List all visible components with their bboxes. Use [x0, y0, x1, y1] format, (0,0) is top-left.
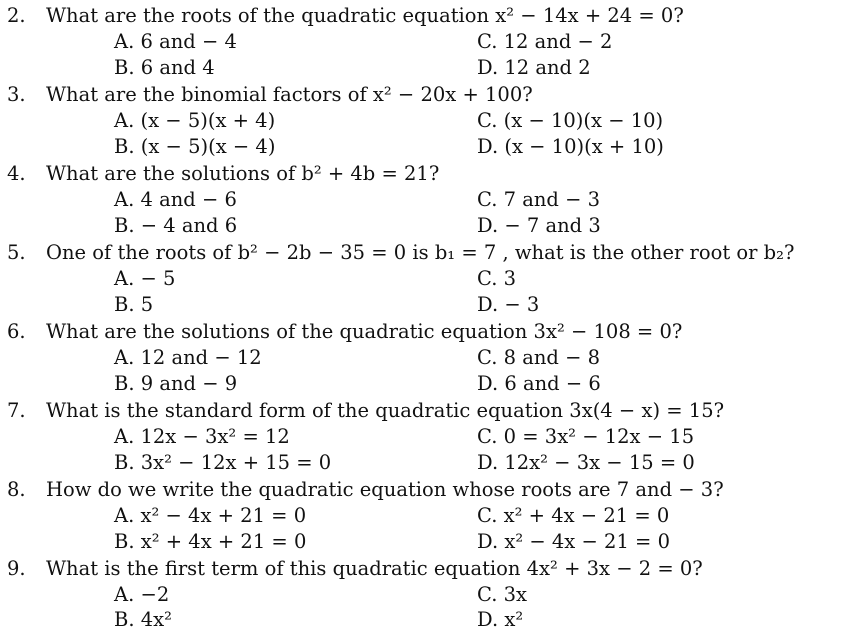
question-number: 6.: [7, 320, 26, 343]
question-number: 3.: [7, 83, 26, 106]
question-9-options-row-1: [0, 582, 851, 608]
question-number: 4.: [7, 162, 26, 185]
question-4-line: [0, 161, 851, 187]
option-b: [114, 371, 237, 397]
option-text: − 7 and 3: [504, 214, 601, 237]
option-letter: B.: [114, 530, 135, 553]
option-letter: A.: [114, 583, 135, 606]
option-text: 6 and 4: [140, 56, 215, 79]
option-a: [114, 345, 262, 371]
option-text: x² + 4x − 21 = 0: [503, 504, 670, 527]
question-3-line: [0, 82, 851, 108]
question-7-options-row-2: [0, 450, 851, 476]
option-text: 6 and − 4: [140, 30, 237, 53]
question-2-line: [0, 3, 851, 29]
question-2-options-row-1: [0, 29, 851, 55]
option-d: [477, 450, 695, 476]
option-d: [477, 529, 670, 555]
option-text: 8 and − 8: [503, 346, 601, 369]
option-letter: C.: [477, 109, 498, 132]
option-letter: B.: [114, 451, 135, 474]
option-text: −2: [140, 583, 170, 606]
question-8-options-row-1: [0, 503, 851, 529]
option-text: 12 and − 2: [503, 30, 613, 53]
option-letter: D.: [477, 451, 499, 474]
option-text: x² + 4x + 21 = 0: [140, 530, 307, 553]
option-b: [114, 292, 153, 318]
question-number: 8.: [7, 478, 26, 501]
question-number: 7.: [7, 399, 26, 422]
option-text: − 3: [504, 293, 540, 316]
question-4-options-row-2: [0, 213, 851, 239]
question-2-options-row-2: [0, 55, 851, 81]
question-7-line: [0, 398, 851, 424]
option-letter: C.: [477, 346, 498, 369]
option-c: [477, 503, 669, 529]
option-a: [114, 582, 169, 608]
option-text: (x − 5)(x + 4): [140, 109, 276, 132]
option-d: [477, 607, 523, 633]
option-letter: B.: [114, 135, 135, 158]
option-text: − 4 and 6: [140, 214, 238, 237]
option-text: − 5: [140, 267, 176, 290]
option-letter: C.: [477, 188, 498, 211]
question-number: 5.: [7, 241, 26, 264]
option-letter: A.: [114, 267, 135, 290]
option-text: 12x − 3x² = 12: [140, 425, 290, 448]
option-c: [477, 424, 694, 450]
option-letter: A.: [114, 30, 135, 53]
question-text: How do we write the quadratic equation whose roots are 7 and − 3?: [46, 478, 724, 501]
question-5-line: [0, 240, 851, 266]
option-letter: B.: [114, 293, 135, 316]
option-text: 4x²: [140, 608, 172, 631]
option-text: 3: [503, 267, 517, 290]
option-c: [477, 266, 516, 292]
question-9-line: [0, 556, 851, 582]
option-c: [477, 108, 663, 134]
question-text: What are the solutions of the quadratic equation 3x² − 108 = 0?: [46, 320, 683, 343]
option-text: 4 and − 6: [140, 188, 237, 211]
option-a: [114, 29, 237, 55]
option-letter: A.: [114, 188, 135, 211]
option-text: 9 and − 9: [140, 372, 238, 395]
option-letter: C.: [477, 583, 498, 606]
option-b: [114, 450, 331, 476]
option-letter: C.: [477, 425, 498, 448]
option-d: [477, 371, 601, 397]
option-letter: A.: [114, 504, 135, 527]
option-text: (x − 5)(x − 4): [140, 135, 276, 158]
option-letter: C.: [477, 30, 498, 53]
option-letter: D.: [477, 293, 499, 316]
question-number: 2.: [7, 4, 26, 27]
option-text: (x − 10)(x + 10): [504, 135, 664, 158]
question-8-line: [0, 477, 851, 503]
option-text: 0 = 3x² − 12x − 15: [503, 425, 695, 448]
option-text: x²: [504, 608, 524, 631]
option-text: 12x² − 3x − 15 = 0: [504, 451, 695, 474]
option-d: [477, 213, 601, 239]
question-5-options-row-1: [0, 266, 851, 292]
option-d: [477, 134, 664, 160]
question-8-options-row-2: [0, 529, 851, 555]
option-text: 3x² − 12x + 15 = 0: [140, 451, 332, 474]
option-letter: D.: [477, 530, 499, 553]
option-letter: A.: [114, 425, 135, 448]
option-c: [477, 582, 527, 608]
option-letter: B.: [114, 608, 135, 631]
option-text: 5: [140, 293, 154, 316]
option-letter: D.: [477, 372, 499, 395]
option-text: x² − 4x + 21 = 0: [140, 504, 307, 527]
option-letter: D.: [477, 214, 499, 237]
question-7-options-row-1: [0, 424, 851, 450]
option-letter: B.: [114, 372, 135, 395]
option-text: 7 and − 3: [503, 188, 601, 211]
question-text: What is the first term of this quadratic equation 4x² + 3x − 2 = 0?: [46, 557, 703, 580]
option-text: (x − 10)(x − 10): [503, 109, 664, 132]
option-a: [114, 266, 175, 292]
question-6-options-row-2: [0, 371, 851, 397]
option-a: [114, 503, 306, 529]
option-b: [114, 529, 306, 555]
question-3-options-row-1: [0, 108, 851, 134]
option-letter: C.: [477, 267, 498, 290]
question-text: What are the solutions of b² + 4b = 21?: [46, 162, 440, 185]
option-letter: D.: [477, 56, 499, 79]
option-letter: D.: [477, 135, 499, 158]
question-6-line: [0, 319, 851, 345]
option-c: [477, 29, 612, 55]
question-text: What is the standard form of the quadratic equation 3x(4 − x) = 15?: [46, 399, 725, 422]
option-d: [477, 292, 539, 318]
option-text: 12 and − 12: [140, 346, 262, 369]
option-b: [114, 213, 237, 239]
question-4-options-row-1: [0, 187, 851, 213]
question-9-options-row-2: [0, 607, 851, 633]
question-text: What are the binomial factors of x² − 20x + 100?: [46, 83, 533, 106]
option-text: 6 and − 6: [504, 372, 601, 395]
option-a: [114, 187, 237, 213]
option-text: 3x: [503, 583, 528, 606]
option-d: [477, 55, 591, 81]
option-letter: A.: [114, 346, 135, 369]
question-text: What are the roots of the quadratic equation x² − 14x + 24 = 0?: [46, 4, 684, 27]
question-text: One of the roots of b² − 2b − 35 = 0 is b₁ = 7 , what is the other root or b₂?: [46, 241, 795, 264]
option-letter: D.: [477, 608, 499, 631]
option-b: [114, 607, 172, 633]
option-text: x² − 4x − 21 = 0: [504, 530, 670, 553]
question-6-options-row-1: [0, 345, 851, 371]
option-b: [114, 55, 215, 81]
option-letter: C.: [477, 504, 498, 527]
question-number: 9.: [7, 557, 26, 580]
option-a: [114, 424, 290, 450]
question-5-options-row-2: [0, 292, 851, 318]
option-c: [477, 187, 600, 213]
option-c: [477, 345, 600, 371]
option-letter: B.: [114, 214, 135, 237]
option-letter: A.: [114, 109, 135, 132]
option-letter: B.: [114, 56, 135, 79]
option-text: 12 and 2: [504, 56, 591, 79]
option-b: [114, 134, 275, 160]
question-3-options-row-2: [0, 134, 851, 160]
option-a: [114, 108, 275, 134]
